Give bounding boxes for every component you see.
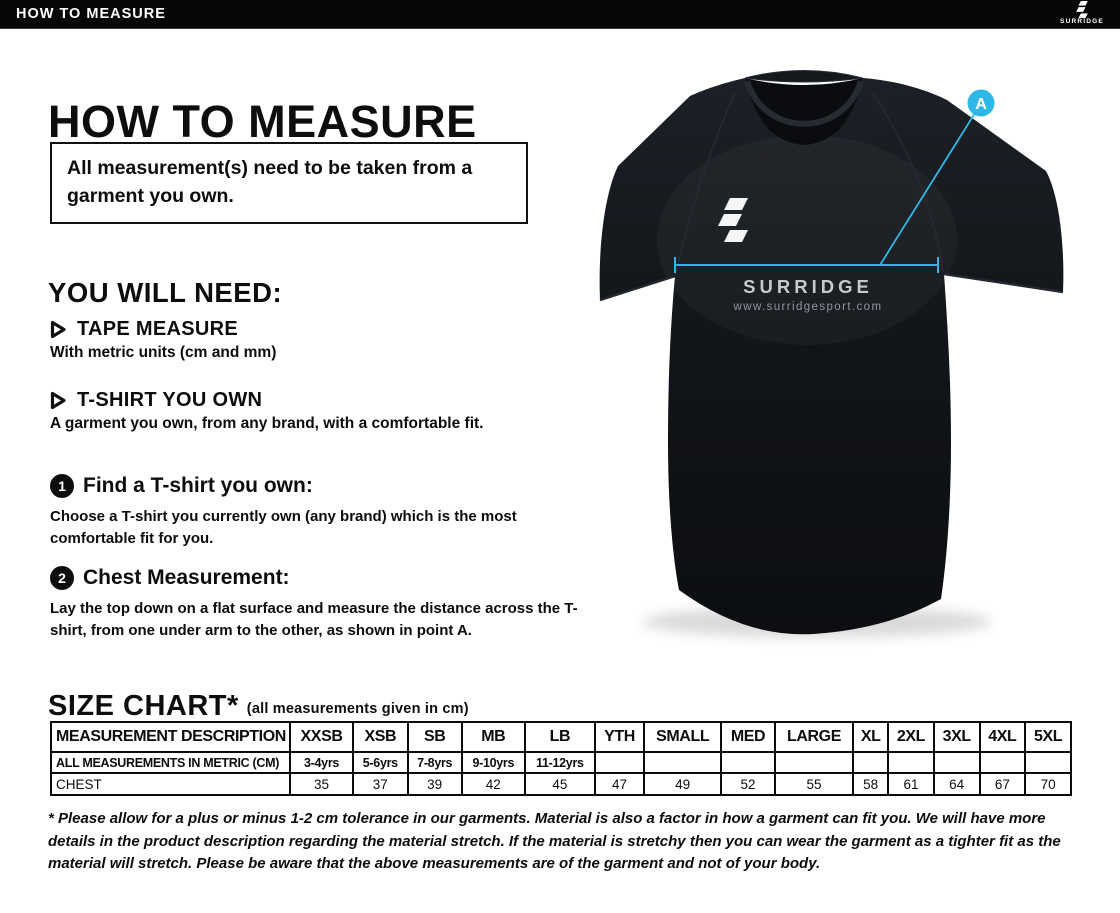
size-chart-col-10: XL — [853, 722, 888, 752]
surridge-logo-text: SURRIDGE — [1060, 18, 1104, 25]
size-chart-body — [51, 752, 1071, 795]
size-chart-cell: 45 — [525, 773, 595, 795]
size-chart-cell — [980, 752, 1026, 773]
size-chart-table — [50, 721, 1072, 796]
size-chart-cell: 49 — [644, 773, 721, 795]
size-chart-cell: 37 — [353, 773, 407, 795]
size-chart-cell — [853, 752, 888, 773]
page-title: HOW TO MEASURE — [48, 96, 477, 148]
need-item-description: With metric units (cm and mm) — [50, 344, 277, 361]
you-will-need-heading: YOU WILL NEED: — [48, 276, 283, 308]
size-chart-cell: 5-6yrs — [353, 752, 407, 773]
need-item-tshirt — [50, 389, 483, 433]
size-chart-cell: 39 — [408, 773, 462, 795]
shirt-brand-text: SURRIDGE — [743, 276, 873, 297]
surridge-s-icon — [1075, 1, 1089, 18]
size-chart-col-14: 5XL — [1025, 722, 1071, 752]
surridge-logo — [1054, 1, 1110, 27]
size-chart-cell: 67 — [980, 773, 1026, 795]
size-chart-cell: 3-4yrs — [290, 752, 353, 773]
size-chart-row-1 — [51, 773, 1071, 795]
shirt-back-collar — [745, 71, 863, 83]
step-1 — [50, 474, 585, 550]
notice-box — [50, 142, 528, 224]
size-chart-col-3: SB — [408, 722, 462, 752]
size-chart-cell — [644, 752, 721, 773]
size-chart-cell — [775, 752, 853, 773]
size-chart-col-8: MED — [721, 722, 775, 752]
size-chart-col-7: SMALL — [644, 722, 721, 752]
size-chart-col-1: XXSB — [290, 722, 353, 752]
need-item-description: A garment you own, from any brand, with a comfortable fit. — [50, 415, 484, 432]
size-chart-col-12: 3XL — [934, 722, 980, 752]
size-chart-cell: 35 — [290, 773, 353, 795]
size-chart-col-0: MEASUREMENT DESCRIPTION — [51, 722, 290, 752]
size-chart-title: SIZE CHART* — [48, 690, 239, 723]
size-chart-col-5: LB — [525, 722, 595, 752]
size-chart-cell — [1025, 752, 1071, 773]
size-chart-cell: ALL MEASUREMENTS IN METRIC (CM) — [51, 752, 290, 773]
tolerance-footnote: * Please allow for a plus or minus 1-2 cm tolerance in our garments. Material is also a factor in how a garment can fit you. We will have more details in the product description regarding the material stretch. If the material is stretchy then you can wear the garment as a tighter fit as the material will stretch. Please be aware that the above measurements are of the garment and not of your body. — [48, 810, 1061, 872]
marker-a-label: A — [975, 96, 987, 113]
top-bar — [0, 0, 1120, 29]
top-bar-title: HOW TO MEASURE — [16, 6, 166, 22]
size-chart-cell — [721, 752, 775, 773]
need-item-title: T-SHIRT YOU OWN — [77, 389, 263, 411]
step-1-description: Choose a T-shirt you currently own (any brand) which is the most comfortable fit for you. — [50, 508, 517, 547]
size-chart-cell — [595, 752, 644, 773]
size-chart-col-9: LARGE — [775, 722, 853, 752]
size-chart-cell: 64 — [934, 773, 980, 795]
size-chart-heading — [48, 690, 469, 723]
step-2 — [50, 566, 585, 642]
size-chart-cell: 9-10yrs — [462, 752, 525, 773]
size-chart-col-11: 2XL — [888, 722, 934, 752]
size-chart-col-6: YTH — [595, 722, 644, 752]
shirt-website-text: www.surridgesport.com — [733, 301, 883, 313]
step-1-number-badge: 1 — [50, 474, 74, 498]
size-chart-col-13: 4XL — [980, 722, 1026, 752]
need-item-title: TAPE MEASURE — [77, 318, 239, 340]
size-chart-cell: 42 — [462, 773, 525, 795]
size-chart-cell: 61 — [888, 773, 934, 795]
size-chart-cell: 52 — [721, 773, 775, 795]
step-2-title: Chest Measurement: — [83, 566, 290, 589]
size-chart-cell: 70 — [1025, 773, 1071, 795]
triangle-bullet-icon — [50, 391, 67, 410]
size-chart-cell: 11-12yrs — [525, 752, 595, 773]
step-2-number-badge: 2 — [50, 566, 74, 590]
notice-text: All measurement(s) need to be taken from a garment you own. — [67, 157, 473, 207]
need-item-tape-measure — [50, 318, 276, 362]
size-chart-cell: 7-8yrs — [408, 752, 462, 773]
size-chart — [50, 721, 1072, 796]
size-chart-col-4: MB — [462, 722, 525, 752]
size-chart-cell: 58 — [853, 773, 888, 795]
size-chart-row-0 — [51, 752, 1071, 773]
size-chart-cell: 47 — [595, 773, 644, 795]
triangle-bullet-icon — [50, 320, 67, 339]
tshirt-image — [585, 50, 1085, 650]
step-1-title: Find a T-shirt you own: — [83, 474, 313, 497]
size-chart-subtitle: (all measurements given in cm) — [246, 701, 469, 718]
size-chart-cell: 55 — [775, 773, 853, 795]
size-chart-col-2: XSB — [353, 722, 407, 752]
size-chart-header-row — [51, 722, 1071, 752]
size-chart-cell — [888, 752, 934, 773]
step-2-description: Lay the top down on a flat surface and measure the distance across the T-shirt, from one under arm to the other, as shown in point A. — [50, 600, 578, 639]
size-chart-cell: CHEST — [51, 773, 290, 795]
size-chart-cell — [934, 752, 980, 773]
